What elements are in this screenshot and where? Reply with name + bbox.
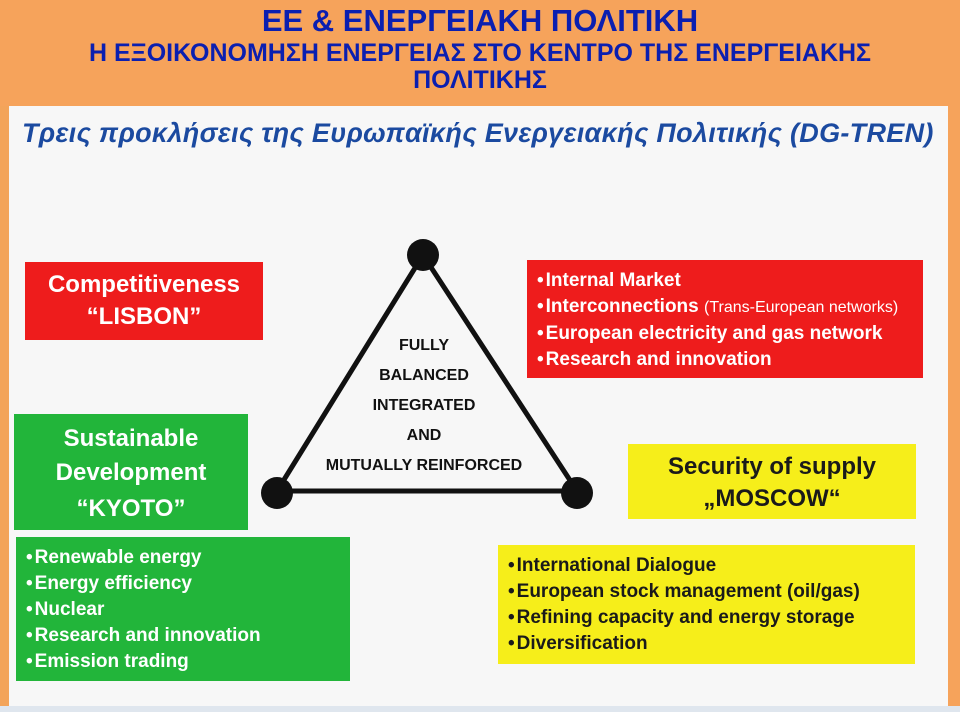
- subtitle-line-2: ΠΟΛΙΤΙΚΗΣ: [413, 66, 547, 94]
- triangle-text-1: FULLY: [398, 337, 450, 354]
- triangle-vertex-right: [561, 477, 593, 509]
- security-title: Security of supply: [667, 453, 877, 480]
- list-item: • European electricity and gas network: [537, 321, 898, 347]
- slide-title: ΕΕ & ΕΝΕΡΓΕΙΑΚΗ ΠΟΛΙΤΙΚΗ: [261, 3, 699, 38]
- list-item: • Research and innovation: [26, 623, 261, 649]
- list-item: • Interconnections (Trans-European networks): [537, 294, 898, 321]
- triangle-text-5: MUTUALLY REINFORCED: [325, 457, 523, 474]
- security-subtitle: „MOSCOW“: [703, 485, 841, 512]
- list-item: • Renewable energy: [26, 545, 261, 571]
- list-item: • European stock management (oil/gas): [508, 579, 860, 605]
- triangle-vertex-left: [261, 477, 293, 509]
- list-item: • Refining capacity and energy storage: [508, 605, 860, 631]
- list-item: • Energy efficiency: [26, 571, 261, 597]
- competitiveness-title: Competitiveness: [47, 271, 241, 298]
- subtitle-line-1: Η ΕΞΟΙΚΟΝΟΜΗΣΗ ΕΝΕΡΓΕΙΑΣ ΣΤΟ ΚΕΝΤΡΟ ΤΗΣ ΕΝΕΡΓΕΙΑΚΗΣ: [88, 39, 872, 67]
- list-item: • Research and innovation: [537, 347, 898, 373]
- list-item: • Nuclear: [26, 597, 261, 623]
- list-item: • Internal Market: [537, 268, 898, 294]
- list-item: • Emission trading: [26, 649, 261, 675]
- competitiveness-subtitle: “LISBON”: [86, 303, 202, 330]
- triangle-text-2: BALANCED: [379, 367, 469, 384]
- list-item: • International Dialogue: [508, 553, 860, 579]
- triangle-vertex-top: [407, 239, 439, 271]
- section-heading: Τρεις προκλήσεις της Ευρωπαϊκής Ενεργειακής Πολιτικής (DG-TREN): [22, 118, 934, 148]
- list-item: • Diversification: [508, 631, 860, 657]
- triangle-text-4: AND: [406, 427, 442, 444]
- sustainable-title-line-2: Development: [55, 459, 207, 486]
- sustainable-title-line-1: Sustainable: [63, 425, 199, 452]
- interconnections-note: (Trans-European networks): [704, 299, 899, 316]
- triangle-text-3: INTEGRATED: [372, 397, 476, 414]
- sustainable-subtitle: “KYOTO”: [76, 495, 186, 522]
